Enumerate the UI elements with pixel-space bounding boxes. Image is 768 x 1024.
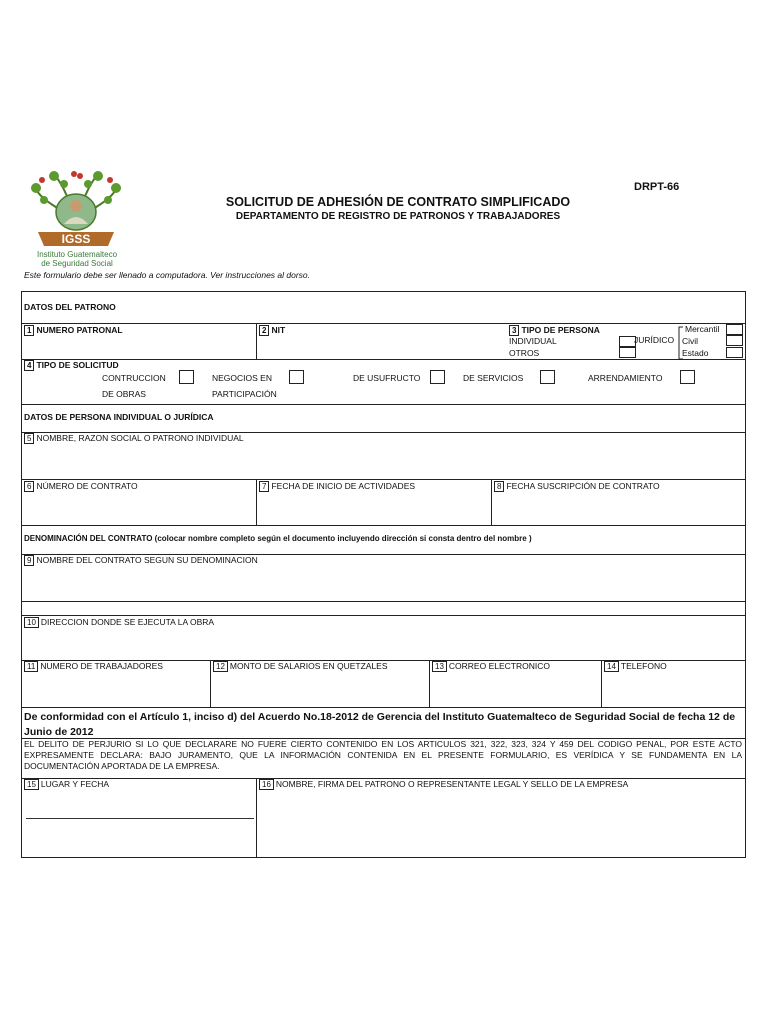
field-label: NUMERO DE TRABAJADORES (40, 661, 163, 671)
field-label: FECHA DE INICIO DE ACTIVIDADES (271, 481, 416, 491)
section-patrono: DATOS DEL PATRONO (24, 302, 116, 312)
telefono-input[interactable] (604, 673, 742, 706)
field-fecha-suscripcion-label (494, 481, 660, 492)
mercantil-checkbox[interactable] (726, 324, 743, 335)
field-number: 1 (24, 325, 34, 336)
salarios-input[interactable] (213, 673, 427, 706)
divider (22, 525, 745, 526)
field-label: NÚMERO DE CONTRATO (36, 481, 138, 491)
logo-caption-line-2: de Seguridad Social (41, 259, 113, 268)
field-label: LUGAR Y FECHA (40, 779, 110, 789)
field-nombre-contrato-label (24, 555, 258, 566)
field-number: 2 (259, 325, 269, 336)
field-label: DIRECCION DONDE SE EJECUTA LA OBRA (40, 617, 215, 627)
divider (429, 660, 430, 707)
divider (491, 479, 492, 525)
option-individual-label: INDIVIDUAL (509, 336, 557, 346)
field-number: 16 (259, 779, 274, 790)
field-numero-patronal-label (24, 325, 123, 336)
field-label: NOMBRE, FIRMA DEL PATRONO O REPRESENTANTE LEGAL Y SELLO DE LA EMPRESA (275, 779, 629, 789)
option-estado-label: Estado (682, 348, 709, 358)
form-subtitle: DEPARTAMENTO DE REGISTRO DE PATRONOS Y TRABAJADORES (235, 211, 561, 222)
nit-input[interactable] (259, 336, 499, 358)
option-otros-label: OTROS (509, 348, 540, 358)
trabajadores-input[interactable] (24, 673, 208, 706)
field-tipo-persona-label (509, 325, 600, 336)
civil-checkbox[interactable] (726, 335, 743, 346)
field-number: 12 (213, 661, 228, 672)
legal-text: EL DELITO DE PERJURIO SI LO QUE DECLARARE NO FUERE CIERTO CONTENIDO EN LOS ARTICULOS 321, 322, 323, 324 Y 459 DEL CODIGO PENAL, POR ESTE ACTO EXPRESAMENTE DECLARA: BAJO JURAMENTO, QUE LA INFORMACIÓN CONTENIDA EN EL PRESENTE FORMULARIO, ES VERÍDICA Y SE FUNDAMENTA EN LA DOCUMENTACIÓN APORTADA DE LA EMPRESA. (24, 739, 742, 771)
field-label: TIPO DE SOLICITUD (36, 360, 119, 370)
option-servicios-label: DE SERVICIOS (463, 373, 524, 383)
divider (22, 479, 745, 480)
field-nombre-label (24, 433, 244, 444)
field-number: 14 (604, 661, 619, 672)
field-telefono-label (604, 661, 667, 672)
divider (22, 323, 745, 324)
logo-caption (22, 250, 132, 268)
option-usufructo-label: DE USUFRUCTO (353, 373, 421, 383)
divider (22, 359, 745, 360)
lugar-fecha-input[interactable] (24, 791, 254, 815)
form-code: DRPT-66 (634, 181, 680, 193)
field-label: TIPO DE PERSONA (521, 325, 600, 335)
divider (256, 778, 257, 857)
field-number: 8 (494, 481, 504, 492)
firma-sello-area[interactable] (259, 791, 742, 855)
divider (22, 404, 745, 405)
option-negocios-label-2: PARTICIPACIÓN (212, 389, 277, 399)
field-label: NUMERO PATRONAL (36, 325, 123, 335)
field-number: 9 (24, 555, 34, 566)
divider (22, 615, 745, 616)
form-table (21, 291, 746, 858)
divider (22, 707, 745, 708)
field-number: 7 (259, 481, 269, 492)
divider (210, 660, 211, 707)
field-trabajadores-label (24, 661, 163, 672)
field-fecha-inicio-label (259, 481, 415, 492)
field-salarios-label (213, 661, 388, 672)
divider (256, 323, 257, 359)
option-construccion-label-2: DE OBRAS (102, 389, 146, 399)
legal-title: De conformidad con el Artículo 1, inciso d) del Acuerdo No.18-2012 de Gerencia del Instituto Guatemalteco de Seguridad Social de fecha 12 de Junio de 2012 (24, 711, 736, 738)
otros-checkbox[interactable] (619, 347, 636, 358)
option-civil-label: Civil (682, 336, 699, 346)
usufructo-checkbox[interactable] (430, 370, 445, 384)
direccion-input[interactable] (24, 629, 742, 659)
field-direccion-label (24, 617, 214, 628)
field-number: 13 (432, 661, 447, 672)
section-denominacion: DENOMINACIÓN DEL CONTRATO (colocar nombre completo según el documento incluyendo dirección si consta dentro del nombre ) (24, 534, 532, 543)
option-arrendamiento-label: ARRENDAMIENTO (588, 373, 663, 383)
field-firma-label (259, 779, 628, 790)
field-label: MONTO DE SALARIOS EN QUETZALES (229, 661, 388, 671)
option-negocios-label: NEGOCIOS EN (212, 373, 272, 383)
estado-checkbox[interactable] (726, 347, 743, 358)
field-number: 3 (509, 325, 519, 336)
fecha-suscripcion-input[interactable] (494, 493, 742, 524)
divider (256, 479, 257, 525)
field-number: 15 (24, 779, 39, 790)
field-tipo-solicitud-label (24, 360, 119, 371)
construccion-checkbox[interactable] (179, 370, 194, 384)
section-persona: DATOS DE PERSONA INDIVIDUAL O JURÍDICA (24, 412, 214, 422)
field-number: 6 (24, 481, 34, 492)
nombre-input[interactable] (24, 445, 742, 478)
field-number: 11 (24, 661, 38, 672)
field-correo-label (432, 661, 550, 672)
field-lugar-fecha-label (24, 779, 109, 790)
field-nit-label (259, 325, 285, 336)
option-juridico-label: JURÍDICO (634, 335, 675, 345)
divider (601, 660, 602, 707)
field-label: TELEFONO (620, 661, 667, 671)
field-label: NIT (271, 325, 286, 335)
logo-text: IGSS (61, 232, 91, 246)
field-numero-contrato-label (24, 481, 138, 492)
logo-caption-line-1: Instituto Guatemalteco (36, 250, 118, 259)
correo-input[interactable] (432, 673, 599, 706)
nombre-contrato-input[interactable] (24, 567, 742, 600)
lugar-fecha-line (26, 818, 254, 819)
field-label: CORREO ELECTRONICO (448, 661, 550, 671)
option-mercantil-label: Mercantil (685, 324, 720, 334)
fecha-inicio-input[interactable] (259, 493, 489, 524)
field-number: 5 (24, 433, 34, 444)
field-number: 4 (24, 360, 34, 371)
field-number: 10 (24, 617, 39, 628)
numero-contrato-input[interactable] (24, 493, 254, 524)
form-title: SOLICITUD DE ADHESIÓN DE CONTRATO SIMPLIFICADO (225, 195, 571, 209)
option-construccion-label: CONTRUCCION (102, 373, 166, 383)
form-note: Este formulario debe ser llenado a computadora. Ver instrucciones al dorso. (24, 270, 311, 280)
field-label: NOMBRE, RAZON SOCIAL O PATRONO INDIVIDUAL (36, 433, 244, 443)
field-label: FECHA SUSCRIPCIÓN DE CONTRATO (506, 481, 660, 491)
arrendamiento-checkbox[interactable] (680, 370, 695, 384)
servicios-checkbox[interactable] (540, 370, 555, 384)
numero-patronal-input[interactable] (24, 336, 254, 358)
field-label: NOMBRE DEL CONTRATO SEGUN SU DENOMINACION (36, 555, 258, 565)
divider (22, 601, 745, 602)
negocios-checkbox[interactable] (289, 370, 304, 384)
